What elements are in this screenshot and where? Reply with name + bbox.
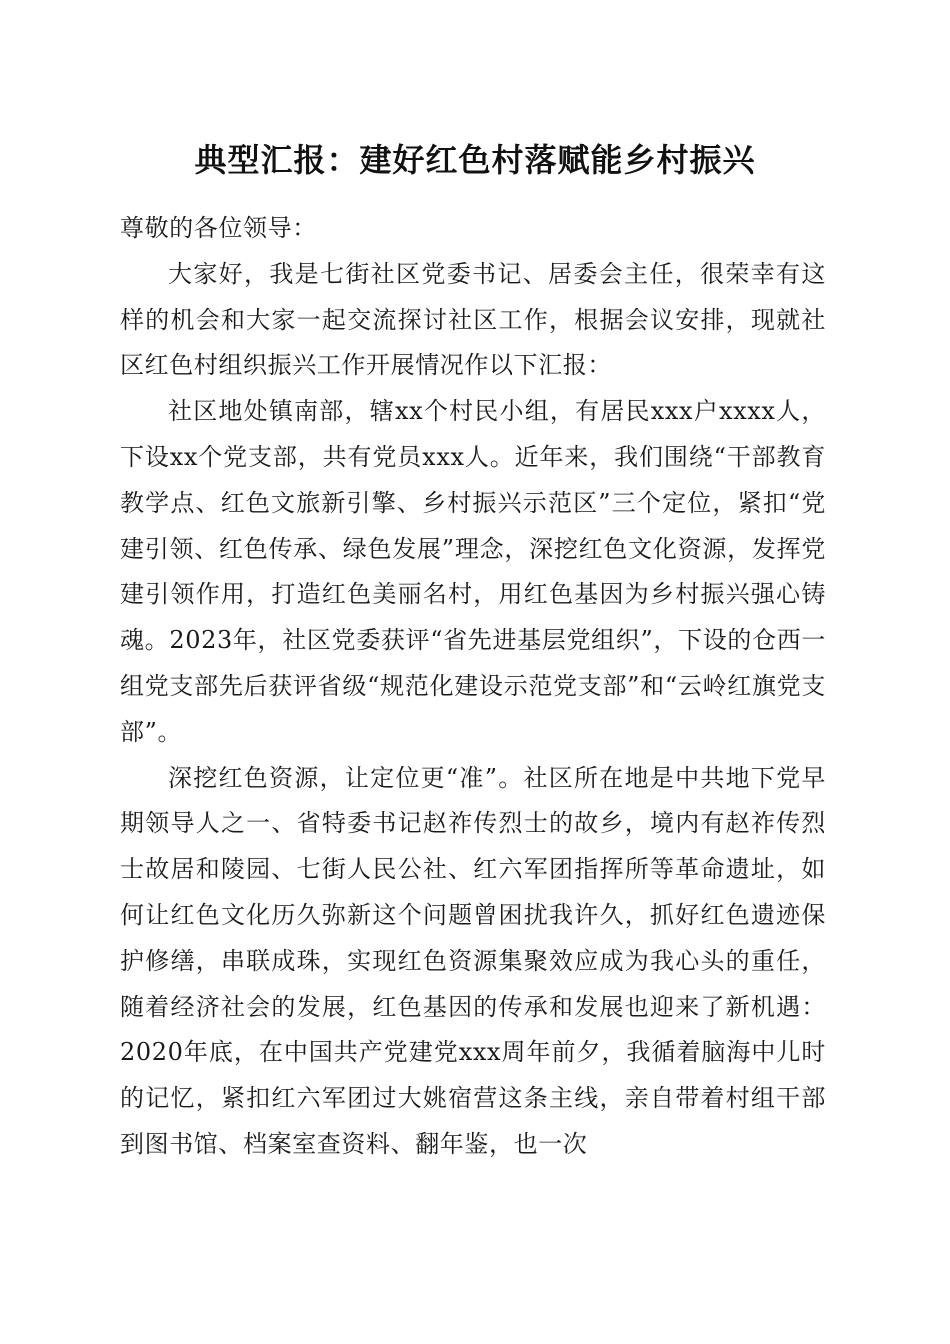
salutation: 尊敬的各位领导： xyxy=(120,214,317,242)
document-title: 典型汇报：建好红色村落赋能乡村振兴 xyxy=(194,141,756,179)
paragraph-community-overview: 社区地处镇南部，辖xx个村民小组，有居民xxx户xxxx人，下设xx个党支部，共有党员xxx人。近年来，我们围绕“干部教育教学点、红色文旅新引擎、乡村振兴示范区”三个定位，紧扣“党建引领、红色传承、绿色发展”理念，深挖红色文化资源，发挥党建引领作用，打造红色美丽名村，用红色基因为乡村振兴强心铸魂。2023年，社区党委获评“省先进基层党组织”，下设的仓西一组党支部先后获评省级“规范化建设示范党支部”和“云岭红旗党支部”。 xyxy=(120,397,826,746)
document-body xyxy=(120,206,826,1168)
paragraph-greeting: 大家好，我是七街社区党委书记、居委会主任，很荣幸有这样的机会和大家一起交流探讨社区工作，根据会议安排，现就社区红色村组织振兴工作开展情况作以下汇报： xyxy=(120,259,826,380)
paragraph-red-resources: 深挖红色资源，让定位更“准”。社区所在地是中共地下党早期领导人之一、省特委书记赵祚传烈士的故乡，境内有赵祚传烈士故居和陵园、七街人民公社、红六军团指挥所等革命遗址，如何让红色文化历久弥新这个问题曾困扰我许久，抓好红色遗迹保护修缮，串联成珠，实现红色资源集聚效应成为我心头的重任，随着经济社会的发展，红色基因的传承和发展也迎来了新机遇：2020年底，在中国共产党建党xxx周年前夕，我循着脑海中儿时的记忆，紧扣红六军团过大姚宿营这条主线，亲自带着村组干部到图书馆、档案室查资料、翻年鉴，也一次 xyxy=(120,763,826,1158)
